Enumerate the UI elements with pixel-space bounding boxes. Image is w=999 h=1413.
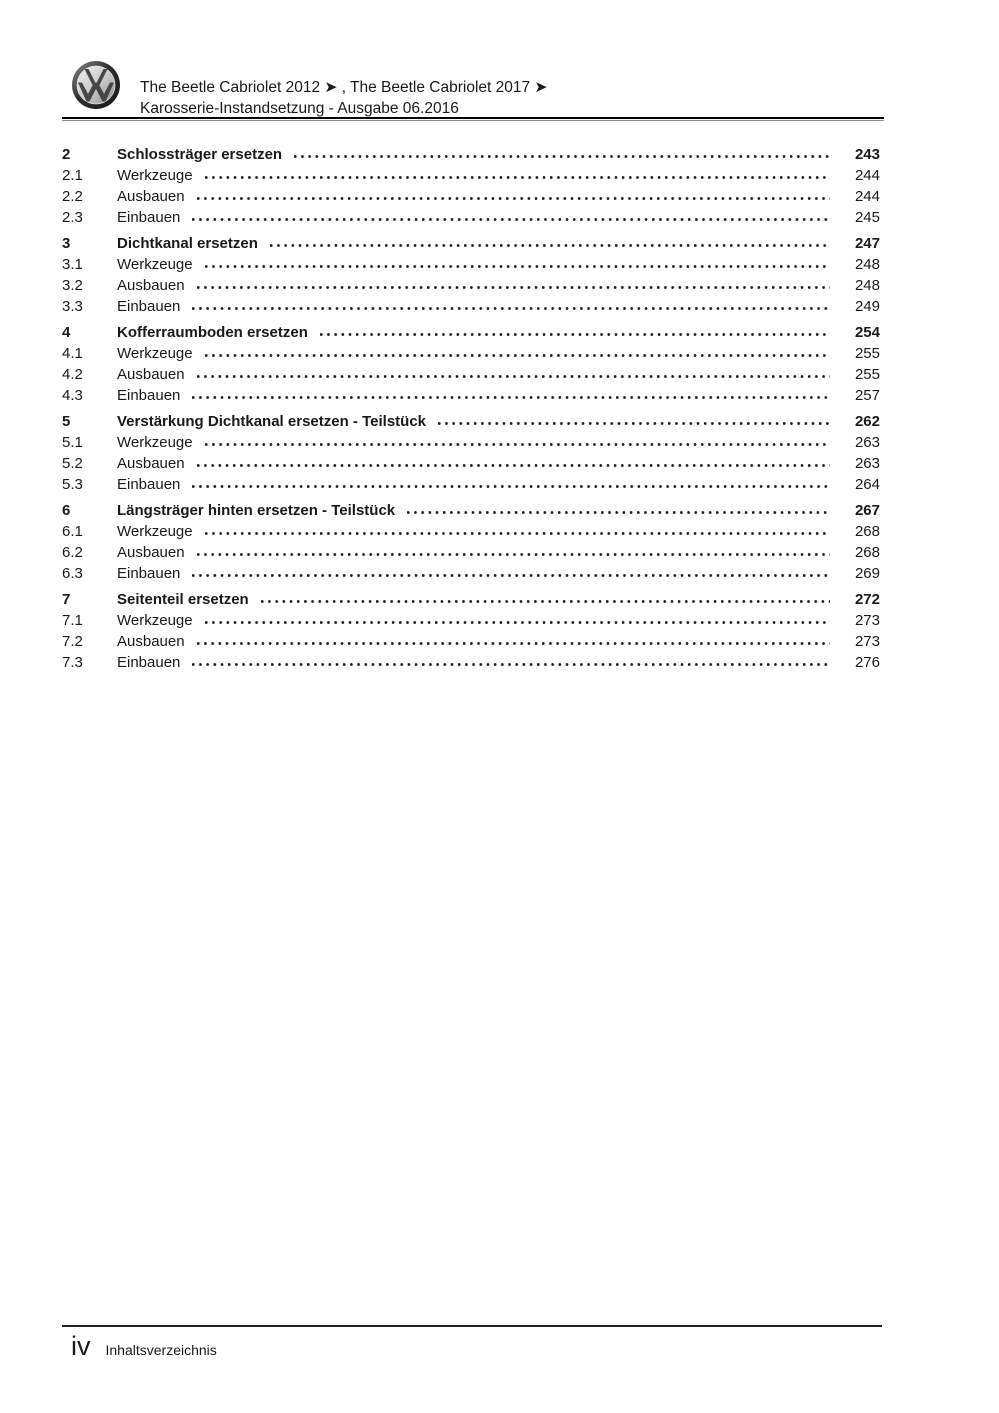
toc-entry-title: Ausbauen [117,188,185,205]
toc-entry-title: Werkzeuge [117,345,193,362]
toc-entry-page: 244 [854,188,880,205]
dot-leader [205,175,830,180]
toc-entry-page: 257 [854,387,880,404]
toc-row[interactable] [62,207,880,228]
toc-entry-number: 3.2 [62,277,83,294]
dot-leader [407,510,830,515]
toc-entry-number: 6.1 [62,523,83,540]
toc-entry-page: 268 [854,523,880,540]
toc-entry-title: Ausbauen [117,633,185,650]
toc-entry-title: Einbauen [117,298,181,315]
toc-entry-title: Einbauen [117,476,181,493]
toc-entry-page: 264 [854,476,880,493]
toc-row[interactable] [62,563,880,584]
dot-leader [320,332,830,337]
toc-entry-number: 7 [62,591,71,608]
toc-entry-number: 7.2 [62,633,83,650]
toc-entry-number: 4.3 [62,387,83,404]
toc-entry-title: Dichtkanal ersetzen [117,235,258,252]
toc-entry-number: 4 [62,324,71,341]
toc-entry-title: Ausbauen [117,455,185,472]
toc-entry-title: Ausbauen [117,544,185,561]
toc-entry-page: 243 [854,146,880,163]
footer-divider [62,1325,882,1327]
toc-row[interactable] [62,500,880,521]
toc-entry-number: 5.3 [62,476,83,493]
dot-leader [197,374,830,379]
toc-entry-title: Ausbauen [117,366,185,383]
header [140,77,547,119]
toc-row[interactable] [62,385,880,406]
toc-entry-page: 268 [854,544,880,561]
header-title-line2: Karosserie-Instandsetzung - Ausgabe 06.2016 [140,100,459,117]
toc-row[interactable] [62,474,880,495]
dot-leader [192,306,830,311]
toc-row[interactable] [62,411,880,432]
toc-entry-title: Seitenteil ersetzen [117,591,249,608]
dot-leader [205,531,830,536]
toc-entry-number: 6 [62,502,71,519]
dot-leader [197,285,830,290]
toc-entry-title: Einbauen [117,387,181,404]
toc-entry-number: 7.1 [62,612,83,629]
table-of-contents [62,144,880,673]
toc-entry-number: 7.3 [62,654,83,671]
footer-section-label: Inhaltsverzeichnis [105,1342,217,1358]
dot-leader [192,573,830,578]
dot-leader [197,196,830,201]
dot-leader [192,217,830,222]
toc-entry-page: 263 [854,455,880,472]
toc-entry-page: 273 [854,633,880,650]
toc-entry-number: 3.1 [62,256,83,273]
dot-leader [261,599,830,604]
toc-entry-number: 2.3 [62,209,83,226]
toc-entry-title: Einbauen [117,654,181,671]
dot-leader [270,243,830,248]
dot-leader [294,154,830,159]
toc-entry-page: 248 [854,277,880,294]
toc-entry-page: 262 [854,413,880,430]
dot-leader [438,421,830,426]
dot-leader [205,264,830,269]
toc-entry-number: 2.2 [62,188,83,205]
vw-logo-icon [71,59,121,111]
toc-row[interactable] [62,432,880,453]
toc-row[interactable] [62,254,880,275]
header-title-line1: The Beetle Cabriolet 2012 ➤ , The Beetle Cabriolet 2017 ➤ [140,79,548,96]
toc-entry-number: 2 [62,146,71,163]
dot-leader [205,353,830,358]
toc-row[interactable] [62,589,880,610]
header-divider [62,117,884,122]
toc-entry-title: Kofferraumboden ersetzen [117,324,308,341]
toc-row[interactable] [62,165,880,186]
toc-row[interactable] [62,631,880,652]
toc-entry-number: 4.1 [62,345,83,362]
dot-leader [192,395,830,400]
toc-row[interactable] [62,233,880,254]
toc-entry-page: 254 [854,324,880,341]
toc-row[interactable] [62,322,880,343]
toc-row[interactable] [62,296,880,317]
toc-entry-page: 255 [854,345,880,362]
toc-entry-number: 6.2 [62,544,83,561]
footer [71,1331,217,1361]
toc-entry-page: 272 [854,591,880,608]
dot-leader [192,662,830,667]
toc-entry-title: Ausbauen [117,277,185,294]
toc-entry-page: 247 [854,235,880,252]
toc-entry-page: 249 [854,298,880,315]
footer-page-number: iv [71,1331,91,1361]
toc-row[interactable] [62,652,880,673]
toc-entry-title: Werkzeuge [117,167,193,184]
toc-entry-page: 255 [854,366,880,383]
toc-entry-title: Werkzeuge [117,256,193,273]
toc-row[interactable] [62,186,880,207]
toc-entry-page: 269 [854,565,880,582]
toc-entry-title: Werkzeuge [117,612,193,629]
toc-entry-number: 4.2 [62,366,83,383]
toc-entry-number: 6.3 [62,565,83,582]
toc-row[interactable] [62,364,880,385]
toc-entry-page: 244 [854,167,880,184]
toc-entry-title: Werkzeuge [117,523,193,540]
toc-row[interactable] [62,144,880,165]
toc-entry-title: Einbauen [117,209,181,226]
toc-entry-page: 276 [854,654,880,671]
toc-entry-page: 267 [854,502,880,519]
toc-entry-page: 263 [854,434,880,451]
toc-entry-title: Längsträger hinten ersetzen - Teilstück [117,502,396,519]
toc-row[interactable] [62,521,880,542]
toc-entry-number: 3.3 [62,298,83,315]
toc-entry-title: Verstärkung Dichtkanal ersetzen - Teilstück [117,413,427,430]
dot-leader [205,442,830,447]
toc-row[interactable] [62,453,880,474]
dot-leader [205,620,830,625]
toc-row[interactable] [62,542,880,563]
toc-entry-number: 5.1 [62,434,83,451]
toc-entry-number: 2.1 [62,167,83,184]
toc-entry-number: 5 [62,413,71,430]
toc-entry-title: Einbauen [117,565,181,582]
toc-entry-title: Werkzeuge [117,434,193,451]
toc-entry-page: 245 [854,209,880,226]
toc-entry-page: 248 [854,256,880,273]
dot-leader [192,484,830,489]
toc-row[interactable] [62,343,880,364]
toc-entry-number: 3 [62,235,71,252]
dot-leader [197,641,830,646]
toc-row[interactable] [62,610,880,631]
toc-entry-title: Schlossträger ersetzen [117,146,283,163]
toc-entry-page: 273 [854,612,880,629]
toc-entry-number: 5.2 [62,455,83,472]
toc-row[interactable] [62,275,880,296]
dot-leader [197,552,830,557]
dot-leader [197,463,830,468]
